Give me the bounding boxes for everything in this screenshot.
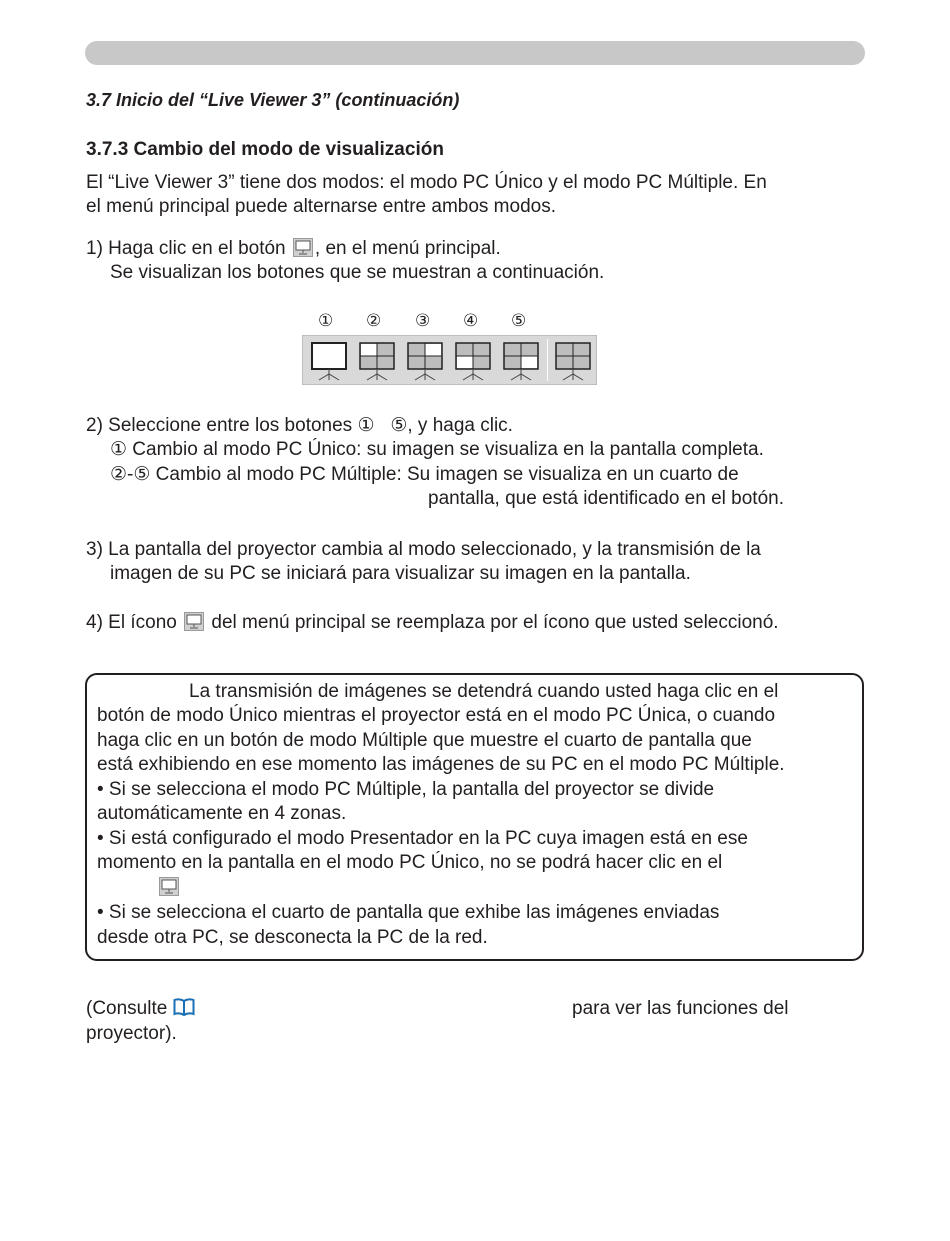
- button-number-1: ①: [318, 311, 334, 330]
- step-2-line-1: [86, 413, 513, 438]
- step-2-line-2: ① Cambio al modo PC Único: su imagen se visualiza en la pantalla completa.: [110, 439, 764, 460]
- note-line-9: • Si se selecciona el cuarto de pantalla que exhibe las imágenes enviadas: [97, 902, 720, 923]
- multi-mode-button-bottom-right[interactable]: [499, 338, 543, 382]
- intro-line-2: el menú principal puede alternarse entre ambos modos.: [86, 196, 556, 217]
- subsection-heading: 3.7.3 Cambio del modo de visualización: [86, 139, 444, 160]
- step-3-line-1: 3) La pantalla del proyector cambia al modo seleccionado, y la transmisión de la: [86, 539, 761, 560]
- step-1-text-a: 1) Haga clic en el botón: [86, 238, 286, 259]
- note-line-1: La transmisión de imágenes se detendrá cuando usted haga clic en el: [189, 681, 779, 702]
- step-4-text-b: del menú principal se reemplaza por el ícono que usted seleccionó.: [211, 612, 779, 633]
- full-screen-quad-button[interactable]: [551, 338, 595, 382]
- button-number-2: ②: [366, 311, 382, 330]
- note-line-5: • Si se selecciona el modo PC Múltiple, la pantalla del proyector se divide: [97, 779, 715, 800]
- section-heading: 3.7 Inicio del “Live Viewer 3” (continuación): [86, 90, 460, 110]
- manual-reference-book-icon: [173, 998, 195, 1016]
- single-mode-button[interactable]: [307, 338, 351, 382]
- step-2-text-a: 2) Seleccione entre los botones ①: [86, 415, 375, 436]
- step-2-line-3: ②-⑤ Cambio al modo PC Múltiple: Su imagen se visualiza en un cuarto de: [110, 464, 739, 485]
- button-number-5: ⑤: [511, 311, 527, 330]
- footer-text-a: (Consulte: [86, 998, 168, 1019]
- footer-line-1a: [86, 996, 195, 1021]
- multi-mode-button-top-left[interactable]: [355, 338, 399, 382]
- step-1-text-b: , en el menú principal.: [314, 238, 501, 259]
- button-separator: [547, 339, 548, 381]
- footer-line-2: proyector).: [86, 1023, 177, 1044]
- display-mode-icon: [293, 238, 313, 257]
- mode-button-strip: [302, 335, 597, 385]
- note-line-4: está exhibiendo en ese momento las imágenes de su PC en el modo PC Múltiple.: [97, 754, 785, 775]
- intro-line-1: El “Live Viewer 3” tiene dos modos: el modo PC Único y el modo PC Múltiple. En: [86, 172, 767, 193]
- header-bar: [85, 41, 865, 65]
- note-line-10: desde otra PC, se desconecta la PC de la red.: [97, 927, 488, 948]
- note-line-3: haga clic en un botón de modo Múltiple que muestre el cuarto de pantalla que: [97, 730, 752, 751]
- step-2-text-b: ⑤, y haga clic.: [390, 415, 513, 436]
- button-number-4: ④: [463, 311, 479, 330]
- note-line-7: • Si está configurado el modo Presentador en la PC cuya imagen está en ese: [97, 828, 748, 849]
- step-4-text-a: 4) El ícono: [86, 612, 177, 633]
- note-line-2: botón de modo Único mientras el proyector está en el modo PC Única, o cuando: [97, 705, 776, 726]
- step-1-line-1: [86, 236, 501, 261]
- note-line-8: momento en la pantalla en el modo PC Único, no se podrá hacer clic en el: [97, 852, 723, 873]
- display-mode-icon: [184, 612, 204, 631]
- multi-mode-button-bottom-left[interactable]: [451, 338, 495, 382]
- step-4-line: [86, 610, 779, 635]
- step-3-line-2: imagen de su PC se iniciará para visualizar su imagen en la pantalla.: [110, 563, 691, 584]
- step-2-line-4: pantalla, que está identificado en el botón.: [428, 488, 784, 509]
- step-1-line-2: Se visualizan los botones que se muestran a continuación.: [110, 262, 605, 283]
- display-mode-icon: [159, 877, 179, 896]
- button-number-3: ③: [415, 311, 431, 330]
- note-line-6: automáticamente en 4 zonas.: [97, 803, 347, 824]
- multi-mode-button-top-right[interactable]: [403, 338, 447, 382]
- footer-line-1b: para ver las funciones del: [572, 998, 789, 1019]
